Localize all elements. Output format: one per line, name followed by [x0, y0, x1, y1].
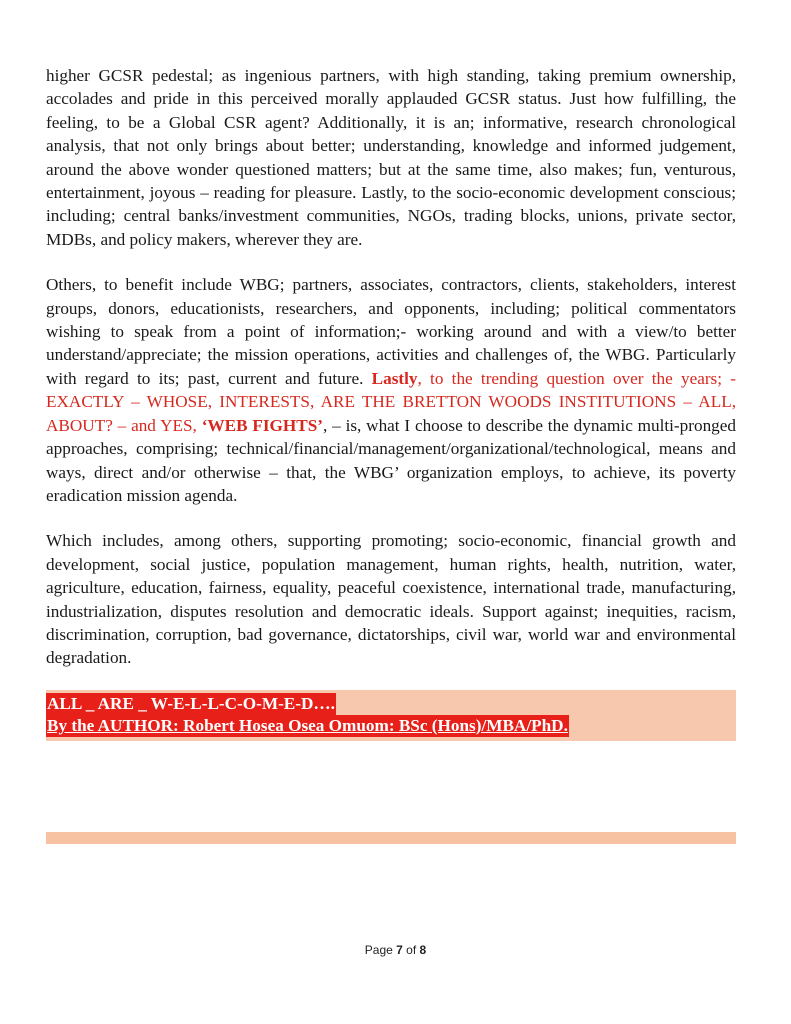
beneficiaries-text: Others, to benefit include WBG; partners, associates, contractors, clients, stakeholders, interest groups, donors, educationists, researchers, and opponents, including; political commentators wishing to speak from a point of information;- working around and with a view/to better understand/appreciate; the mission operations, activities and challenges of, the WBG. Particularly with regard to its; past, current and future.: [46, 275, 736, 388]
paragraph-beneficiaries: [46, 273, 736, 507]
web-fights-emphasis: ‘WEB FIGHTS’: [201, 415, 324, 435]
welcome-callout: [46, 690, 736, 741]
divider-rule: [46, 832, 736, 844]
paragraph-intro: higher GCSR pedestal; as ingenious partners, with high standing, taking premium ownership, accolades and pride in this perceived morally applauded GCSR status. Just how fulfilling, the feeling, to be a Global CSR agent? Additionally, it is an; informative, research chronological analysis, that not only brings about better; understanding, knowledge and informed judgement, around the above wonder questioned matters; but at the same time, also makes; fun, venturous, entertainment, joyous – reading for pleasure. Lastly, to the socio-economic development conscious; including; central banks/investment communities, NGOs, trading blocks, unions, private sector, MDBs, and policy makers, wherever they are.: [46, 66, 736, 249]
approaches-text: what I choose to describe the dynamic multi-pronged approaches, comprising; technical/financial/management/organizational/technological, means and ways, direct and/or otherwise – that, the WBG’ organization employs, to achieve, its poverty eradication mission agenda.: [46, 415, 736, 505]
page-body: [46, 64, 736, 741]
web-fights-separator: , – is,: [323, 415, 362, 435]
welcome-line: ALL _ ARE _ W-E-L-L-C-O-M-E-D….: [47, 693, 335, 713]
lastly-emphasis: Lastly: [371, 368, 418, 388]
total-page-count: 8: [419, 943, 427, 957]
page-label: Page: [364, 943, 397, 957]
trending-question: , to the trending question over the years; - EXACTLY – WHOSE, INTERESTS, ARE THE BRETTON WOODS INSTITUTIONS – ALL, ABOUT? – and YES,: [46, 368, 736, 435]
paragraph-includes: Which includes, among others, supporting promoting; socio-economic, financial growth and development, social justice, population management, human rights, health, nutrition, water, agriculture, education, fairness, equality, peaceful coexistence, international trade, manufacturing, industrialization, disputes resolution and democratic ideals. Support against; inequities, racism, discrimination, corruption, bad governance, dictatorships, civil war, world war and environmental degradation.: [46, 531, 736, 668]
current-page-number: 7: [396, 943, 403, 957]
page-of-label: of: [402, 943, 420, 957]
page-footer: [0, 943, 791, 957]
author-line: By the AUTHOR: Robert Hosea Osea Omuom: BSc (Hons)/MBA/PhD.: [47, 715, 568, 735]
